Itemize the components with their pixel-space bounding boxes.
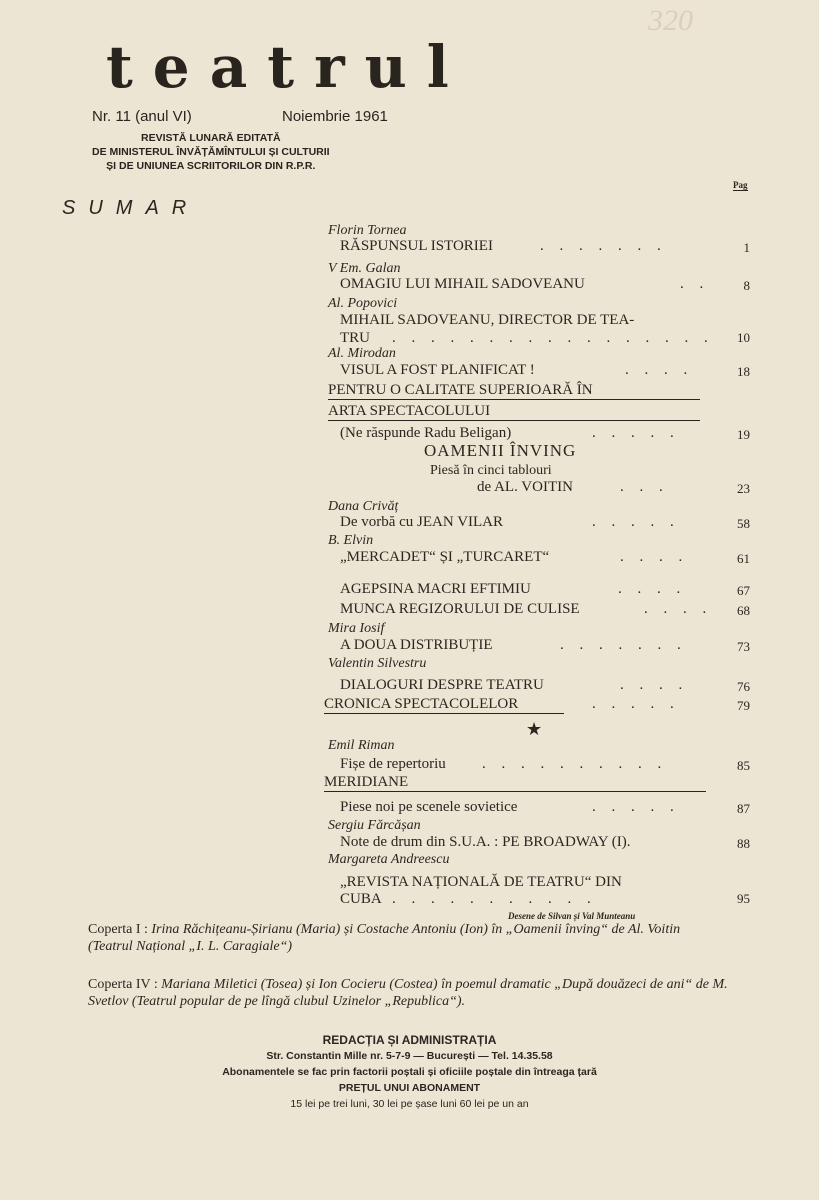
- toc-section-heading: MERIDIANE: [324, 773, 706, 792]
- toc-author: Dana Crivăț: [328, 499, 399, 514]
- dot-leader: . . .: [620, 479, 669, 495]
- dot-leader: . . . . .: [592, 799, 680, 815]
- footer-price-list: 15 lei pe trei luni, 30 lei pe șase luni 60 lei pe un an: [290, 1098, 529, 1110]
- footer-address: Str. Constantin Mille nr. 5-7-9 — București — Tel. 14.35.58: [266, 1050, 553, 1062]
- toc-author: Valentin Silvestru: [328, 656, 427, 671]
- footer-price-heading: PREȚUL UNUI ABONAMENT: [338, 1082, 481, 1094]
- toc-title: „MERCADET“ ȘI „TURCARET“: [340, 549, 550, 565]
- toc-page-number: 85: [737, 758, 750, 773]
- footer-subscription-note: Abonamentele se fac prin factorii poștali și oficiile poștale din întreaga țară: [222, 1066, 597, 1078]
- toc-title: DIALOGURI DESPRE TEATRU: [340, 677, 544, 693]
- toc-page-number: 61: [737, 551, 750, 566]
- dot-leader: . . . . .: [592, 696, 680, 712]
- toc-author: Emil Riman: [328, 738, 395, 753]
- toc-play-subtitle: Piesă în cinci tablouri: [430, 463, 552, 478]
- toc-title: AGEPSINA MACRI EFTIMIU: [340, 581, 531, 597]
- toc-author: Mira Iosif: [328, 621, 385, 636]
- toc-play-title: OAMENII ÎNVING: [424, 441, 577, 460]
- toc-page-number: 95: [737, 891, 750, 906]
- issue-number: Nr. 11 (anul VI): [92, 108, 192, 125]
- toc-page-number: 76: [737, 679, 750, 694]
- dot-leader: . . . . . . .: [560, 637, 687, 653]
- dot-leader: . . . . .: [592, 425, 680, 441]
- dot-leader: . . . .: [620, 677, 689, 693]
- dot-leader: . . . .: [618, 581, 687, 597]
- dot-leader: . .: [680, 276, 710, 292]
- toc-page-number: 58: [737, 516, 750, 531]
- archive-stamp: 320: [648, 4, 693, 37]
- toc-page-number: 87: [737, 801, 750, 816]
- dot-leader: . . . . . . .: [540, 238, 667, 254]
- publisher-line: REVISTĂ LUNARĂ EDITATĂ: [141, 132, 281, 144]
- toc-play-author: de AL. VOITIN: [477, 479, 573, 495]
- toc-title: Piese noi pe scenele sovietice: [340, 799, 518, 815]
- toc-page-number: 10: [737, 330, 750, 345]
- footer-heading: REDACȚIA ȘI ADMINISTRAȚIA: [322, 1033, 497, 1047]
- toc-section-heading: ARTA SPECTACOLULUI: [328, 402, 700, 421]
- toc-page-number: 73: [737, 639, 750, 654]
- toc-title: MIHAIL SADOVEANU, DIRECTOR DE TEA-: [340, 312, 635, 328]
- dot-leader: . . . . . . . . . .: [482, 756, 668, 772]
- toc-title: A DOUA DISTRIBUȚIE: [340, 637, 493, 653]
- toc-author: Florin Tornea: [328, 223, 407, 238]
- dot-leader: . . . . . . . . . . .: [392, 891, 597, 907]
- toc-title: MUNCA REGIZORULUI DE CULISE: [340, 601, 580, 617]
- toc-title: De vorbă cu JEAN VILAR: [340, 514, 504, 530]
- toc-author: Al. Popovici: [328, 296, 398, 311]
- cover-i-text: Irina Răchițeanu-Șirianu (Maria) și Costache Antoniu (Ion) în „Oamenii înving“ de Al. Voitin (Teatrul Național „I. L. Caragiale“): [88, 922, 681, 954]
- toc-page-number: 23: [737, 481, 750, 496]
- toc-section-heading: PENTRU O CALITATE SUPERIOARĂ ÎN: [328, 381, 700, 400]
- toc-title: OMAGIU LUI MIHAIL SADOVEANU: [340, 276, 585, 292]
- toc-author: B. Elvin: [328, 533, 374, 548]
- toc-page-number: 88: [737, 836, 750, 851]
- toc-author: Al. Mirodan: [328, 346, 396, 361]
- issue-date: Noiembrie 1961: [282, 108, 388, 125]
- cover-iv-text: Mariana Miletici (Tosea) și Ion Cocieru (Costea) în poemul dramatic „După douăzeci de ani“ de M. Svetlov (Teatrul popular de pe lîngă clubul Uzinelor „Republica“).: [88, 977, 728, 1009]
- star-ornament: ★: [526, 719, 543, 739]
- cover-iv-label: Coperta IV :: [88, 977, 158, 992]
- toc-page-number: 8: [743, 278, 750, 293]
- toc-author: Margareta Andreescu: [328, 852, 450, 867]
- cover-i-caption: [88, 921, 728, 955]
- toc-page-number: 68: [737, 603, 750, 618]
- dot-leader: . . . .: [625, 362, 694, 378]
- toc-page-number: 19: [737, 427, 750, 442]
- toc-title: CUBA: [340, 891, 382, 907]
- toc-title: „REVISTA NAȚIONALĂ DE TEATRU“ DIN: [340, 874, 622, 890]
- dot-leader: . . . .: [644, 601, 713, 617]
- publisher-line: DE MINISTERUL ÎNVĂȚĂMÎNTULUI ȘI CULTURII: [92, 146, 330, 158]
- dot-leader: . . . . .: [592, 514, 680, 530]
- contents-heading: SUMAR: [62, 197, 200, 219]
- toc-page-number: 18: [737, 364, 750, 379]
- toc-title: RĂSPUNSUL ISTORIEI: [340, 238, 493, 254]
- masthead-title: teatrul: [106, 33, 469, 101]
- toc-title: Fișe de repertoriu: [340, 756, 446, 772]
- page-column-label: Pag: [733, 180, 748, 190]
- footer-block: [0, 1032, 819, 1112]
- dot-leader: . . . .: [620, 549, 689, 565]
- toc-title: VISUL A FOST PLANIFICAT !: [340, 362, 535, 378]
- toc-author: V Em. Galan: [328, 261, 401, 276]
- toc-page-number: 1: [743, 240, 750, 255]
- publisher-line: ȘI DE UNIUNEA SCRIITORILOR DIN R.P.R.: [106, 160, 316, 172]
- publisher-block: [92, 131, 330, 173]
- cover-iv-caption: [88, 976, 728, 1010]
- toc-page-number: 67: [737, 583, 750, 598]
- toc-title: Note de drum din S.U.A. : PE BROADWAY (I).: [340, 834, 631, 850]
- toc-page-number: 79: [737, 698, 750, 713]
- toc-title: TRU: [340, 330, 370, 346]
- toc-title: (Ne răspunde Radu Beligan): [340, 425, 512, 441]
- toc-title: CRONICA SPECTACOLELOR: [324, 695, 564, 714]
- cover-i-label: Coperta I :: [88, 922, 148, 937]
- toc-author: Sergiu Fărcășan: [328, 818, 421, 833]
- drawings-credit: Desene de Silvan și Val Munteanu: [508, 911, 636, 921]
- dot-leader: . . . . . . . . . . . . . . . . .: [392, 330, 714, 346]
